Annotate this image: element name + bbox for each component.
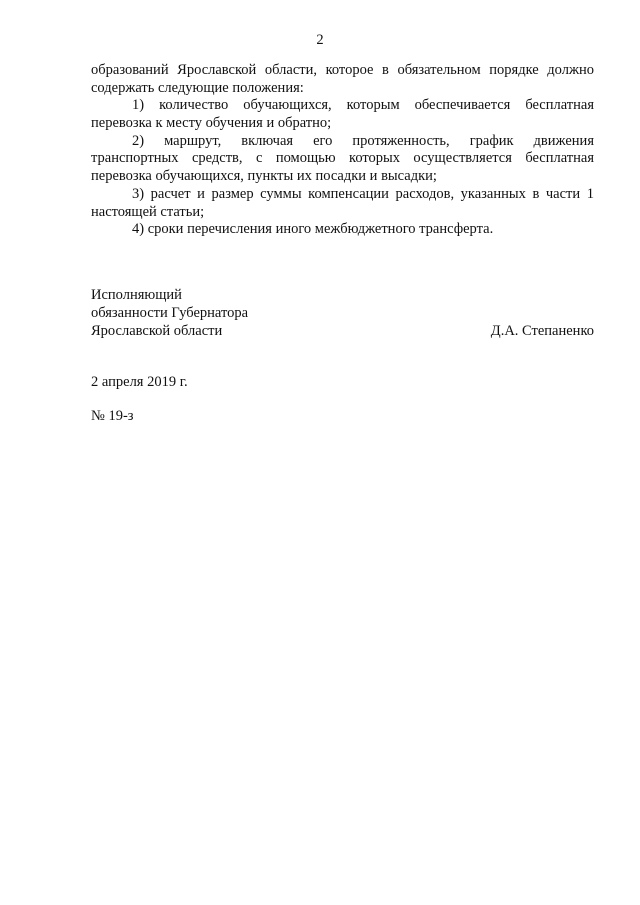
signer-position-line: обязанности Губернатора [91, 305, 249, 321]
list-item-3: 3) расчет и размер суммы компенсации расходов, указанных в части 1 [132, 185, 594, 202]
text-line: перевозка обучающихся, пункты их посадки и высадки; [91, 168, 437, 185]
list-item-2: 2) маршрут, включая его протяженность, график движения [132, 132, 594, 149]
document-number: № 19-з [91, 408, 134, 424]
text-line: транспортных средств, с помощью которых осуществляется бесплатная [91, 150, 594, 167]
text-line: содержать следующие положения: [91, 79, 304, 96]
document-date: 2 апреля 2019 г. [91, 374, 188, 390]
signer-name: Д.А. Степаненко [490, 323, 594, 339]
signature-block [91, 286, 594, 340]
page-number: 2 [316, 32, 324, 48]
text-line: перевозка к месту обучения и обратно; [91, 115, 332, 132]
article-text [91, 62, 594, 239]
text-line: образований Ярославской области, которое в обязательном порядке должно [91, 62, 594, 78]
signer-position-line: Исполняющий [91, 287, 182, 303]
list-item-1: 1) количество обучающихся, которым обеспечивается бесплатная [132, 97, 594, 114]
signer-position-line: Ярославской области [91, 323, 223, 339]
text-line: настоящей статьи; [91, 203, 205, 220]
list-item-4: 4) сроки перечисления иного межбюджетного трансферта. [132, 221, 494, 238]
